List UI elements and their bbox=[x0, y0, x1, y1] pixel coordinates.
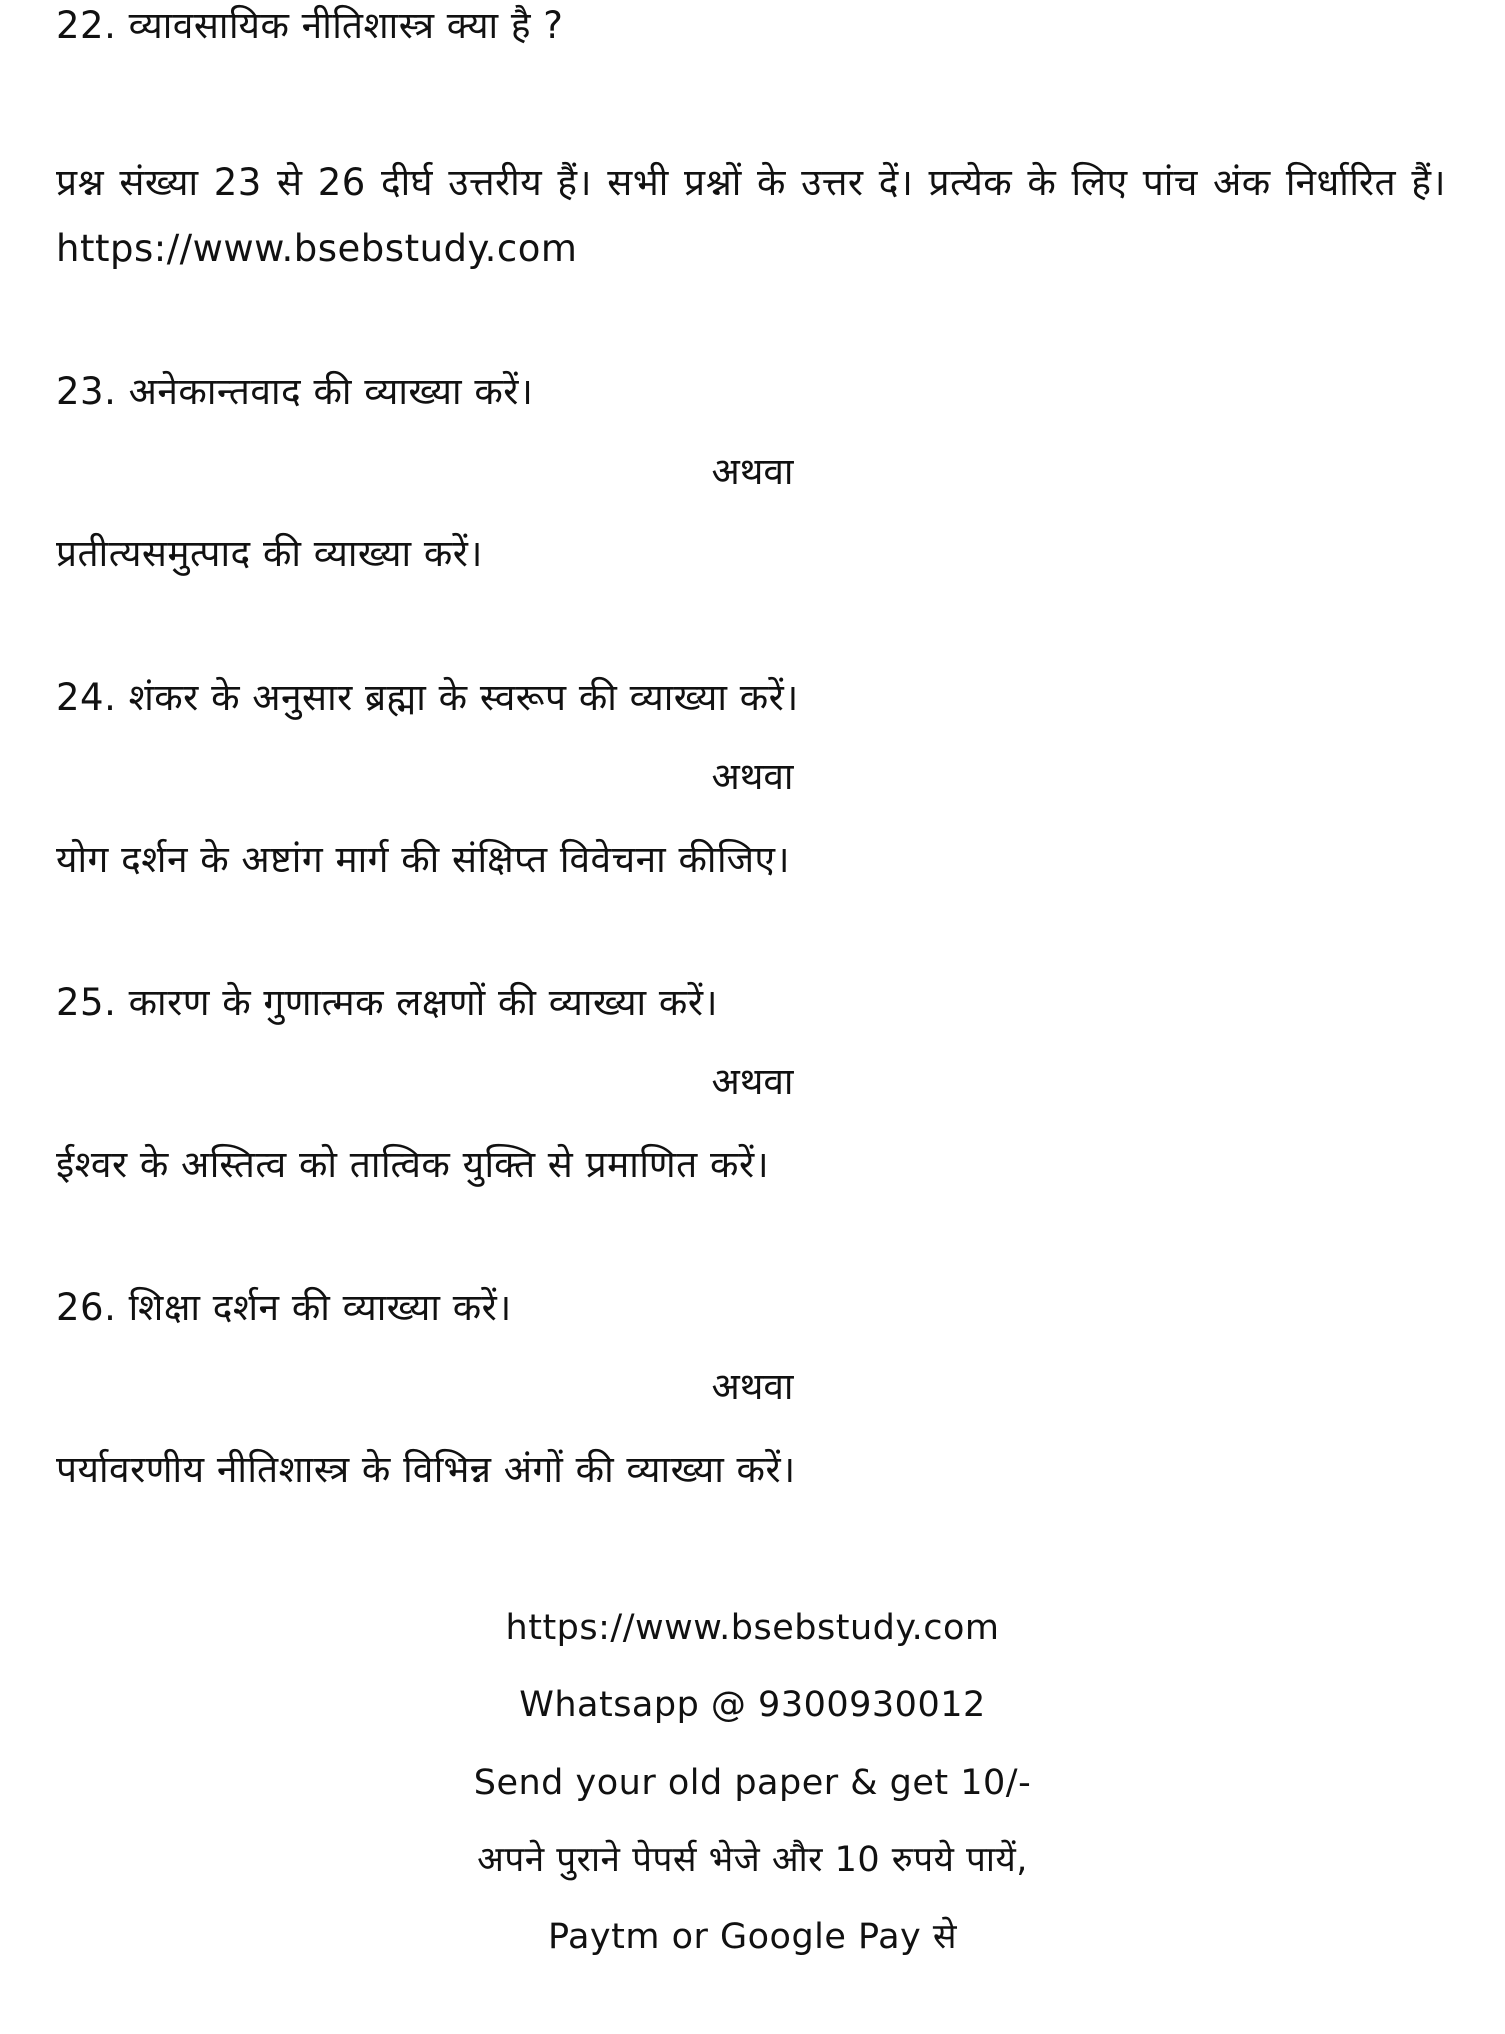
question-25-alternative: ईश्वर के अस्तित्व को तात्विक युक्ति से प्रमाणित करें। bbox=[56, 1143, 770, 1186]
question-26-alternative: पर्यावरणीय नीतिशास्त्र के विभिन्न अंगों की व्याख्या करें। bbox=[56, 1448, 796, 1491]
question-23-alternative: प्रतीत्यसमुत्पाद की व्याख्या करें। bbox=[56, 532, 483, 575]
or-separator-23 bbox=[0, 448, 1505, 496]
footer-whatsapp: Whatsapp @ 9300930012 bbox=[519, 1685, 986, 1725]
footer-website: https://www.bsebstudy.com bbox=[505, 1608, 1000, 1648]
or-separator-24 bbox=[0, 753, 1505, 801]
or-label: अथवा bbox=[711, 1060, 794, 1103]
question-26: 26. शिक्षा दर्शन की व्याख्या करें। bbox=[56, 1286, 512, 1329]
footer-payment: Paytm or Google Pay से bbox=[547, 1917, 958, 1957]
footer-send-paper: Send your old paper & get 10/- bbox=[473, 1763, 1032, 1803]
long-answer-instructions: प्रश्न संख्या 23 से 26 दीर्घ उत्तरीय हैं। सभी प्रश्नों के उत्तर दें। प्रत्येक के लिए पांच अंक निर्धारित हैं। https://www.bsebstudy.com bbox=[56, 161, 1446, 270]
or-separator-26 bbox=[0, 1363, 1505, 1411]
footer-send-paper-hindi: अपने पुराने पेपर्स भेजे और 10 रुपये पायें, bbox=[477, 1840, 1028, 1880]
or-label: अथवा bbox=[711, 450, 794, 493]
question-23: 23. अनेकान्तवाद की व्याख्या करें। bbox=[56, 370, 534, 413]
question-22: 22. व्यावसायिक नीतिशास्त्र क्या है ? bbox=[56, 4, 564, 47]
or-label: अथवा bbox=[711, 755, 794, 798]
question-24: 24. शंकर के अनुसार ब्रह्मा के स्वरूप की व्याख्या करें। bbox=[56, 676, 799, 719]
or-label: अथवा bbox=[711, 1365, 794, 1408]
or-separator-25 bbox=[0, 1058, 1505, 1106]
question-25: 25. कारण के गुणात्मक लक्षणों की व्याख्या करें। bbox=[56, 981, 718, 1024]
question-24-alternative: योग दर्शन के अष्टांग मार्ग की संक्षिप्त विवेचना कीजिए। bbox=[56, 838, 791, 881]
